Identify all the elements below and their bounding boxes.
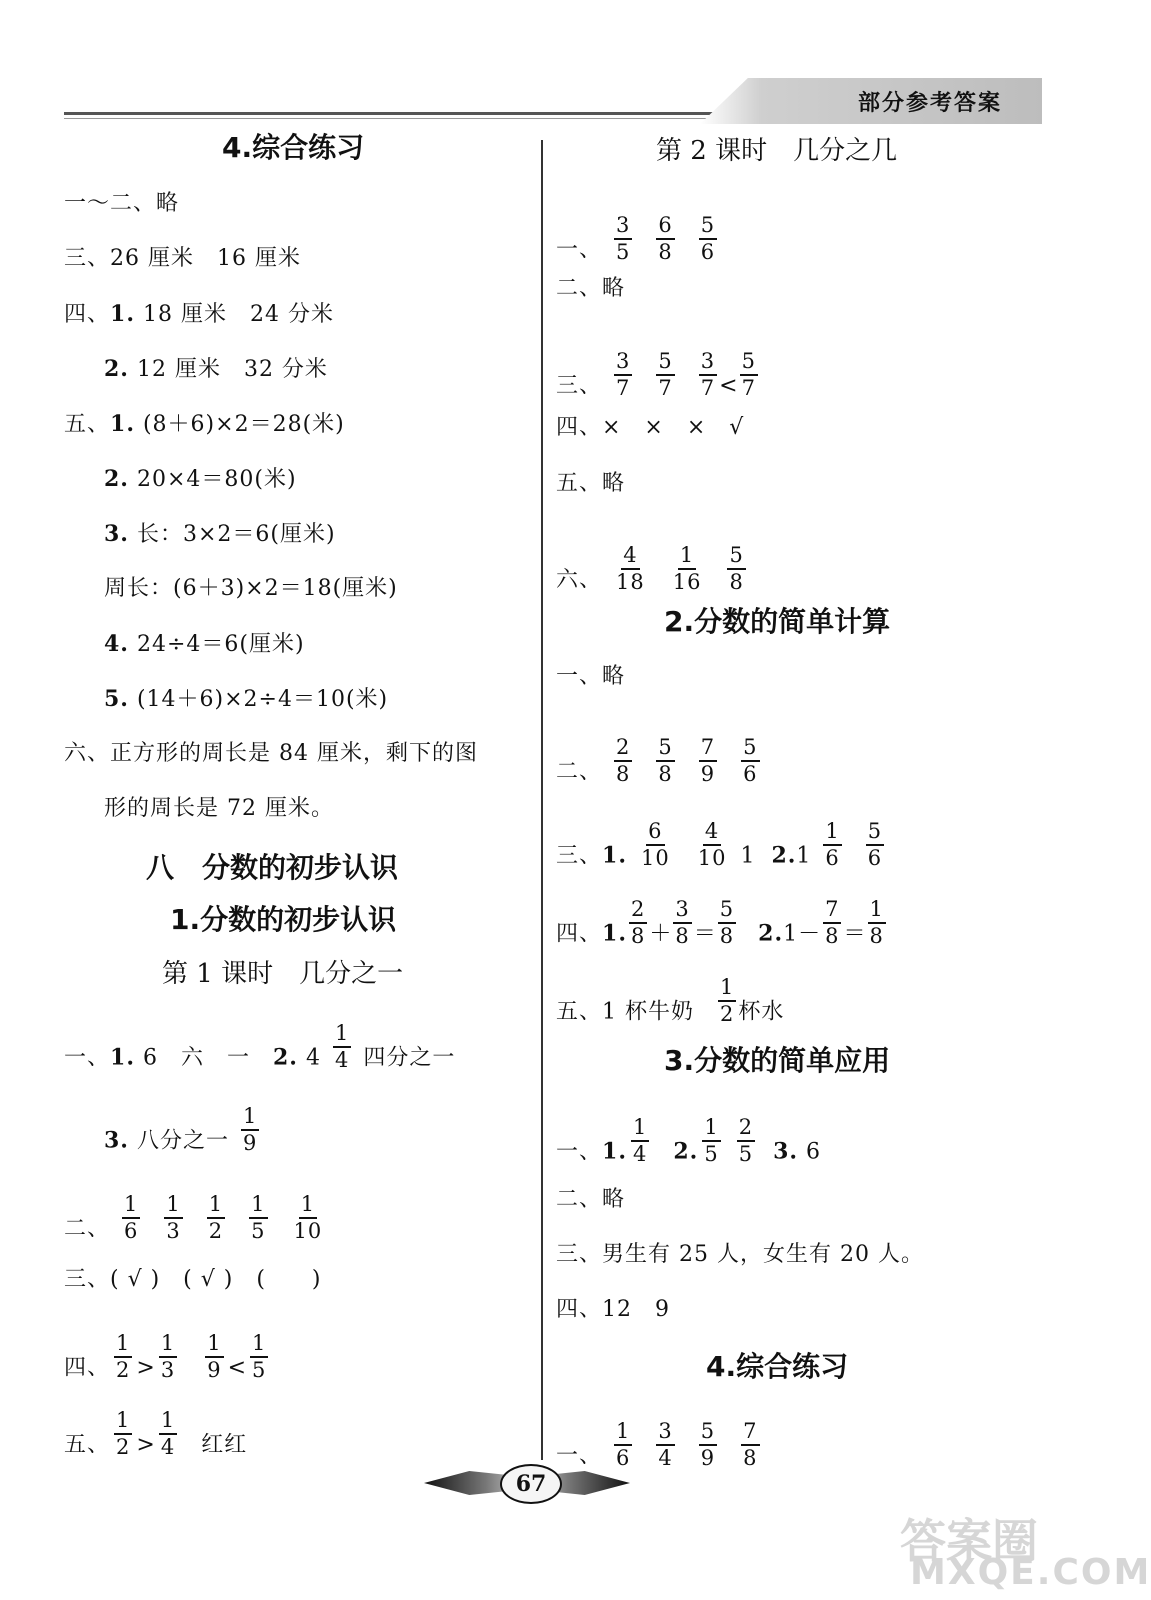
answer-text: (14＋6)×2÷4＝10(米) (128, 687, 389, 712)
answer-line: 周长：(6＋3)×2＝18(厘米) (104, 576, 398, 601)
fraction: $\frac{5}{8}$ (658, 735, 673, 786)
item-marker: 一、 (556, 237, 603, 263)
fraction: $\frac{7}{8}$ (743, 1419, 758, 1470)
item-number: 1. (602, 1138, 627, 1165)
watermark-url: MXQE.COM (910, 1552, 1151, 1593)
answer-line (556, 975, 785, 1037)
fraction: $\frac{7}{9}$ (700, 735, 716, 786)
answer-text: 五、1 杯牛奶 (556, 999, 694, 1025)
fraction: $\frac{1}{2}$ (208, 1192, 224, 1243)
item-number: 1. (602, 920, 627, 947)
answer-line (556, 349, 760, 411)
answer-text: 长：3×2＝6(厘米) (128, 522, 336, 547)
item-marker: 三、 (556, 373, 603, 399)
answer-text: 6 (798, 1139, 822, 1165)
answer-text: 20×4＝80(米) (128, 467, 297, 492)
lesson-title: 第 2 课时 几分之几 (656, 136, 898, 166)
item-number: 2. (272, 1044, 298, 1071)
equals-sign: ＝ (843, 921, 866, 947)
answer-line (64, 413, 345, 436)
answer-line: 二、略 (556, 1187, 626, 1212)
answer-line: 一、略 (556, 664, 626, 689)
item-number: 3. (104, 1127, 129, 1154)
page-number: 67 (515, 1471, 547, 1497)
answer-line: 五、略 (556, 471, 626, 496)
fraction: $\frac{1}{3}$ (166, 1192, 181, 1243)
equals-sign: ＝ (693, 921, 716, 947)
fraction: $\frac{3}{7}$ (616, 349, 631, 400)
fraction: $\frac{1}{6}$ (616, 1419, 631, 1470)
fraction: $\frac{5}{8}$ (729, 543, 744, 594)
answer-line (104, 1104, 271, 1166)
answer-line: 六、正方形的周长是 84 厘米，剩下的图 (64, 741, 478, 766)
answer-text: 杯水 (738, 999, 785, 1025)
fraction: $\frac{1}{2}$ (116, 1331, 131, 1382)
item-marker: 一、 (556, 1139, 603, 1165)
answer-text: 12 厘米 32 分米 (128, 357, 328, 382)
fraction: $\frac{6}{10}$ (640, 819, 670, 870)
item-marker: 三、 (556, 843, 603, 869)
item-marker: 一、 (64, 1045, 111, 1071)
page-number-badge (500, 1464, 562, 1504)
fraction: $\frac{1}{8}$ (869, 897, 884, 948)
section-title: 1.分数的初步认识 (170, 903, 397, 936)
fraction: $\frac{3}{4}$ (658, 1419, 673, 1470)
fraction: $\frac{1}{4}$ (160, 1408, 176, 1459)
fraction: $\frac{1}{5}$ (251, 1192, 266, 1243)
header-label: 部分参考答案 (858, 91, 1003, 116)
fraction: $\frac{3}{7}$ (700, 349, 716, 400)
answer-line: 形的周长是 72 厘米。 (104, 796, 334, 821)
fraction: $\frac{2}{8}$ (630, 897, 646, 948)
answer-text: 1－ (783, 921, 822, 947)
item-number: 2. (771, 842, 797, 869)
fraction: $\frac{1}{9}$ (242, 1104, 258, 1155)
fraction: $\frac{4}{10}$ (697, 819, 727, 870)
answer-line (104, 468, 297, 491)
item-marker: 四、 (64, 1355, 111, 1381)
fraction: $\frac{3}{5}$ (616, 213, 631, 264)
answer-text: 1 (796, 843, 812, 869)
answer-line (556, 1115, 822, 1177)
answer-line (104, 523, 336, 546)
item-marker: 一、 (556, 1443, 603, 1469)
answer-line (64, 303, 334, 326)
section-title: 2.分数的简单计算 (664, 605, 891, 638)
answer-line: 三、男生有 25 人，女生有 20 人。 (556, 1242, 924, 1267)
item-number: 2. (104, 466, 129, 492)
item-marker: 二、 (64, 1216, 111, 1242)
answer-line: 三、26 厘米 16 厘米 (64, 246, 301, 271)
compare-sign: > (136, 1355, 155, 1381)
answer-text: 八分之一 (128, 1128, 229, 1154)
fraction: $\frac{5}{9}$ (700, 1419, 716, 1470)
answer-line: 三、( √ ) ( √ ) ( ) (64, 1267, 322, 1292)
item-marker: 二、 (556, 759, 603, 785)
answer-text: 24÷4＝6(厘米) (128, 632, 305, 657)
item-marker: 五、 (64, 1432, 111, 1458)
answer-line (104, 358, 328, 381)
fraction: $\frac{1}{5}$ (252, 1331, 267, 1382)
answer-line (556, 897, 888, 959)
item-number: 3. (773, 1138, 799, 1165)
answer-text: 红红 (201, 1432, 248, 1458)
answer-line (64, 1331, 272, 1393)
item-marker: 五、 (64, 412, 111, 437)
fraction: $\frac{5}{6}$ (743, 735, 758, 786)
answer-text: (8＋6)×2＝28(米) (134, 412, 345, 437)
answer-line (64, 1021, 456, 1083)
answer-line: 四、× × × √ (556, 415, 745, 440)
item-number: 1. (110, 301, 135, 327)
item-marker: 六、 (556, 567, 603, 593)
item-marker: 四、 (556, 921, 603, 947)
fraction: $\frac{1}{6}$ (825, 819, 840, 870)
fraction: $\frac{1}{3}$ (160, 1331, 176, 1382)
watermark-logo: 答案圈 (900, 1514, 1038, 1568)
column-divider (541, 140, 543, 1460)
fraction: $\frac{1}{6}$ (124, 1192, 139, 1243)
fraction: $\frac{5}{6}$ (867, 819, 883, 870)
answer-line (556, 819, 896, 881)
plus-sign: ＋ (649, 921, 672, 947)
fraction: $\frac{1}{4}$ (632, 1115, 648, 1166)
fraction: $\frac{4}{18}$ (616, 543, 645, 594)
answer-line: 二、略 (556, 276, 626, 301)
item-number: 2. (104, 356, 129, 382)
answer-text: 18 厘米 24 分米 (134, 302, 334, 327)
item-number: 1. (110, 1044, 135, 1071)
answer-text: 6 六 一 (134, 1045, 273, 1071)
item-number: 4. (104, 631, 129, 657)
fraction: $\frac{5}{8}$ (719, 897, 735, 948)
fraction: $\frac{6}{8}$ (658, 213, 673, 264)
answer-text: 1 (740, 843, 756, 869)
fraction: $\frac{7}{8}$ (825, 897, 840, 948)
header-rule-thin (64, 118, 724, 119)
fraction: $\frac{1}{2}$ (116, 1408, 131, 1459)
compare-sign: < (227, 1355, 247, 1381)
unit-title: 八 分数的初步认识 (146, 851, 399, 884)
section-title: 3.分数的简单应用 (664, 1044, 891, 1077)
answer-line (556, 213, 729, 275)
answer-line (556, 543, 758, 605)
answer-line: 一～二、略 (64, 191, 180, 216)
fraction: $\frac{5}{7}$ (741, 349, 756, 400)
answer-line (64, 1408, 248, 1470)
fraction: $\frac{3}{8}$ (675, 897, 690, 948)
fraction: $\frac{1}{2}$ (720, 975, 735, 1026)
lesson-title: 第 1 课时 几分之一 (162, 959, 404, 989)
item-number: 3. (104, 521, 129, 547)
fraction: $\frac{5}{6}$ (700, 213, 716, 264)
fraction: $\frac{2}{8}$ (616, 735, 631, 786)
fraction: $\frac{2}{5}$ (738, 1115, 754, 1166)
section-title: 4.综合练习 (222, 131, 365, 164)
compare-sign: > (136, 1432, 155, 1458)
answer-line (104, 688, 388, 711)
fraction: $\frac{5}{7}$ (658, 349, 673, 400)
header-rule (64, 112, 764, 115)
answer-text: 4 (297, 1045, 321, 1071)
section-title: 4.综合练习 (706, 1350, 849, 1383)
compare-sign: < (719, 373, 738, 399)
answer-line (104, 633, 305, 656)
fraction: $\frac{1}{5}$ (704, 1115, 719, 1166)
item-number: 2. (758, 920, 784, 947)
item-number: 1. (110, 411, 135, 437)
answer-line (556, 735, 772, 797)
fraction: $\frac{1}{4}$ (334, 1021, 350, 1072)
fraction: $\frac{1}{16}$ (672, 543, 702, 594)
answer-line (64, 1192, 336, 1254)
item-number: 1. (602, 842, 627, 869)
fraction: $\frac{1}{10}$ (293, 1192, 323, 1243)
fraction: $\frac{1}{9}$ (207, 1331, 222, 1382)
answer-text: 四分之一 (363, 1045, 456, 1071)
answer-line: 四、12 9 (556, 1297, 670, 1322)
item-number: 2. (673, 1138, 699, 1165)
item-marker: 四、 (64, 302, 111, 327)
item-number: 5. (104, 686, 129, 712)
